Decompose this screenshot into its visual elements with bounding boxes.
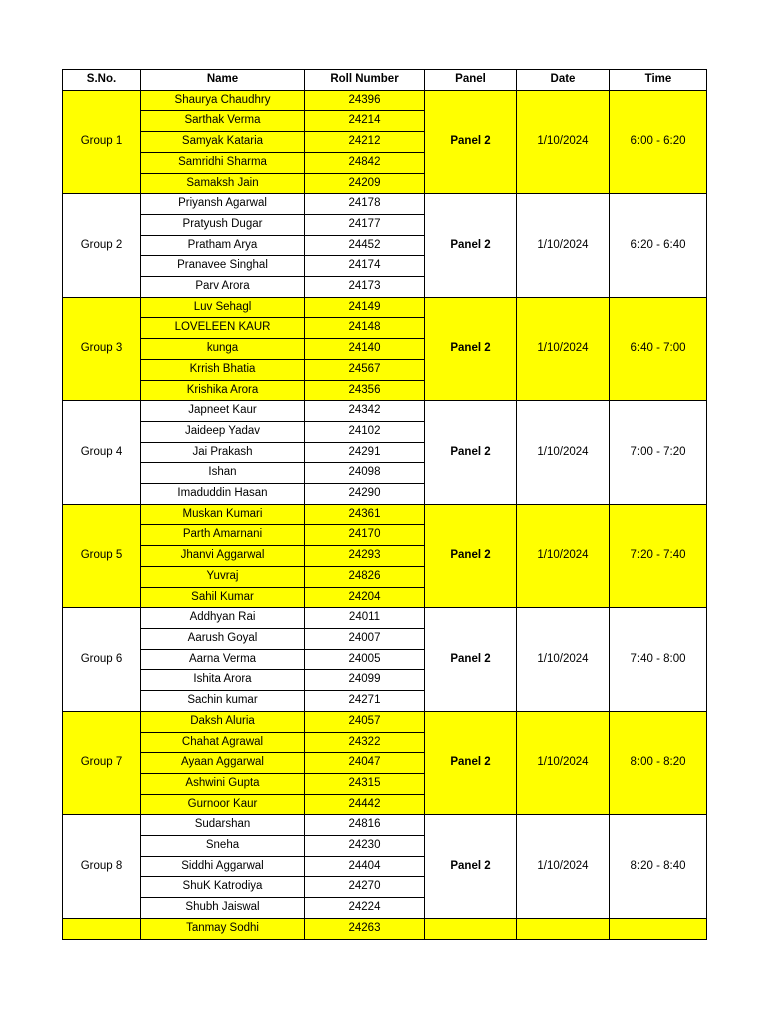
roll-number-cell: 24322	[305, 732, 425, 753]
table-row	[63, 194, 707, 215]
roll-number-cell: 24842	[305, 152, 425, 173]
name-cell: Sudarshan	[141, 815, 305, 836]
name-cell: Jaideep Yadav	[141, 421, 305, 442]
roll-number-cell: 24263	[305, 918, 425, 939]
panel-cell: Panel 2	[425, 401, 517, 505]
table-row	[63, 297, 707, 318]
name-cell: Samyak Kataria	[141, 132, 305, 153]
name-cell: Sachin kumar	[141, 691, 305, 712]
roll-number-cell: 24293	[305, 546, 425, 567]
name-cell: Aarush Goyal	[141, 628, 305, 649]
name-cell: Samaksh Jain	[141, 173, 305, 194]
roll-number-cell: 24177	[305, 214, 425, 235]
table-row	[63, 815, 707, 836]
roll-number-cell: 24404	[305, 856, 425, 877]
panel-cell	[425, 918, 517, 939]
time-cell: 7:40 - 8:00	[610, 608, 707, 712]
roll-number-cell: 24102	[305, 421, 425, 442]
roll-number-cell: 24270	[305, 877, 425, 898]
roll-number-cell: 24178	[305, 194, 425, 215]
panel-cell: Panel 2	[425, 608, 517, 712]
group-cell: Group 2	[63, 194, 141, 298]
panel-cell: Panel 2	[425, 90, 517, 194]
table-row	[63, 504, 707, 525]
name-cell: Gurnoor Kaur	[141, 794, 305, 815]
schedule-table	[62, 69, 707, 940]
roll-number-cell: 24291	[305, 442, 425, 463]
name-cell: Siddhi Aggarwal	[141, 856, 305, 877]
name-cell: Pranavee Singhal	[141, 256, 305, 277]
name-cell: Jai Prakash	[141, 442, 305, 463]
panel-cell: Panel 2	[425, 504, 517, 608]
name-cell: Shaurya Chaudhry	[141, 90, 305, 111]
roll-number-cell: 24204	[305, 587, 425, 608]
name-cell: Japneet Kaur	[141, 401, 305, 422]
date-cell: 1/10/2024	[517, 815, 610, 919]
roll-number-cell: 24005	[305, 649, 425, 670]
time-cell: 6:40 - 7:00	[610, 297, 707, 401]
date-cell: 1/10/2024	[517, 608, 610, 712]
name-cell: Muskan Kumari	[141, 504, 305, 525]
time-cell: 6:20 - 6:40	[610, 194, 707, 298]
group-cell: Group 8	[63, 815, 141, 919]
group-cell: Group 3	[63, 297, 141, 401]
date-cell: 1/10/2024	[517, 401, 610, 505]
name-cell: kunga	[141, 339, 305, 360]
panel-cell: Panel 2	[425, 815, 517, 919]
roll-number-cell: 24452	[305, 235, 425, 256]
group-cell: Group 4	[63, 401, 141, 505]
roll-number-cell: 24011	[305, 608, 425, 629]
table-row	[63, 90, 707, 111]
time-cell: 8:00 - 8:20	[610, 711, 707, 815]
header-roll-number: Roll Number	[305, 70, 425, 91]
roll-number-cell: 24315	[305, 773, 425, 794]
table-row	[63, 401, 707, 422]
name-cell: Sarthak Verma	[141, 111, 305, 132]
date-cell: 1/10/2024	[517, 711, 610, 815]
date-cell: 1/10/2024	[517, 90, 610, 194]
roll-number-cell: 24174	[305, 256, 425, 277]
name-cell: Ishita Arora	[141, 670, 305, 691]
header-panel: Panel	[425, 70, 517, 91]
roll-number-cell: 24826	[305, 566, 425, 587]
name-cell: Addhyan Rai	[141, 608, 305, 629]
panel-cell: Panel 2	[425, 194, 517, 298]
name-cell: Chahat Agrawal	[141, 732, 305, 753]
roll-number-cell: 24098	[305, 463, 425, 484]
name-cell: LOVELEEN KAUR	[141, 318, 305, 339]
header-row	[63, 70, 707, 91]
name-cell: Daksh Aluria	[141, 711, 305, 732]
roll-number-cell: 24212	[305, 132, 425, 153]
group-cell	[63, 918, 141, 939]
name-cell: Aarna Verma	[141, 649, 305, 670]
roll-number-cell: 24209	[305, 173, 425, 194]
header-name: Name	[141, 70, 305, 91]
name-cell: Krishika Arora	[141, 380, 305, 401]
roll-number-cell: 24170	[305, 525, 425, 546]
group-cell: Group 5	[63, 504, 141, 608]
panel-cell: Panel 2	[425, 711, 517, 815]
table-row	[63, 608, 707, 629]
table-row	[63, 711, 707, 732]
date-cell: 1/10/2024	[517, 297, 610, 401]
roll-number-cell: 24816	[305, 815, 425, 836]
name-cell: Ishan	[141, 463, 305, 484]
time-cell: 8:20 - 8:40	[610, 815, 707, 919]
name-cell: Parth Amarnani	[141, 525, 305, 546]
name-cell: Pratham Arya	[141, 235, 305, 256]
roll-number-cell: 24214	[305, 111, 425, 132]
roll-number-cell: 24149	[305, 297, 425, 318]
roll-number-cell: 24057	[305, 711, 425, 732]
roll-number-cell: 24396	[305, 90, 425, 111]
date-cell: 1/10/2024	[517, 194, 610, 298]
header-time: Time	[610, 70, 707, 91]
roll-number-cell: 24290	[305, 484, 425, 505]
panel-cell: Panel 2	[425, 297, 517, 401]
roll-number-cell: 24356	[305, 380, 425, 401]
roll-number-cell: 24230	[305, 836, 425, 857]
name-cell: Yuvraj	[141, 566, 305, 587]
roll-number-cell: 24047	[305, 753, 425, 774]
time-cell	[610, 918, 707, 939]
table-row	[63, 918, 707, 939]
name-cell: Ashwini Gupta	[141, 773, 305, 794]
name-cell: Pratyush Dugar	[141, 214, 305, 235]
table-body	[63, 90, 707, 939]
roll-number-cell: 24342	[305, 401, 425, 422]
name-cell: Tanmay Sodhi	[141, 918, 305, 939]
header-sno: S.No.	[63, 70, 141, 91]
roll-number-cell: 24173	[305, 277, 425, 298]
group-cell: Group 6	[63, 608, 141, 712]
date-cell: 1/10/2024	[517, 504, 610, 608]
name-cell: Imaduddin Hasan	[141, 484, 305, 505]
name-cell: Sahil Kumar	[141, 587, 305, 608]
roll-number-cell: 24224	[305, 898, 425, 919]
roll-number-cell: 24361	[305, 504, 425, 525]
name-cell: Krrish Bhatia	[141, 359, 305, 380]
roll-number-cell: 24442	[305, 794, 425, 815]
roll-number-cell: 24567	[305, 359, 425, 380]
time-cell: 6:00 - 6:20	[610, 90, 707, 194]
name-cell: Priyansh Agarwal	[141, 194, 305, 215]
time-cell: 7:00 - 7:20	[610, 401, 707, 505]
group-cell: Group 1	[63, 90, 141, 194]
name-cell: Jhanvi Aggarwal	[141, 546, 305, 567]
name-cell: ShuK Katrodiya	[141, 877, 305, 898]
date-cell	[517, 918, 610, 939]
roll-number-cell: 24271	[305, 691, 425, 712]
roll-number-cell: 24148	[305, 318, 425, 339]
name-cell: Samridhi Sharma	[141, 152, 305, 173]
name-cell: Sneha	[141, 836, 305, 857]
roll-number-cell: 24140	[305, 339, 425, 360]
roll-number-cell: 24099	[305, 670, 425, 691]
name-cell: Ayaan Aggarwal	[141, 753, 305, 774]
time-cell: 7:20 - 7:40	[610, 504, 707, 608]
roll-number-cell: 24007	[305, 628, 425, 649]
table-header	[63, 70, 707, 91]
name-cell: Parv Arora	[141, 277, 305, 298]
group-cell: Group 7	[63, 711, 141, 815]
name-cell: Luv Sehagl	[141, 297, 305, 318]
name-cell: Shubh Jaiswal	[141, 898, 305, 919]
header-date: Date	[517, 70, 610, 91]
